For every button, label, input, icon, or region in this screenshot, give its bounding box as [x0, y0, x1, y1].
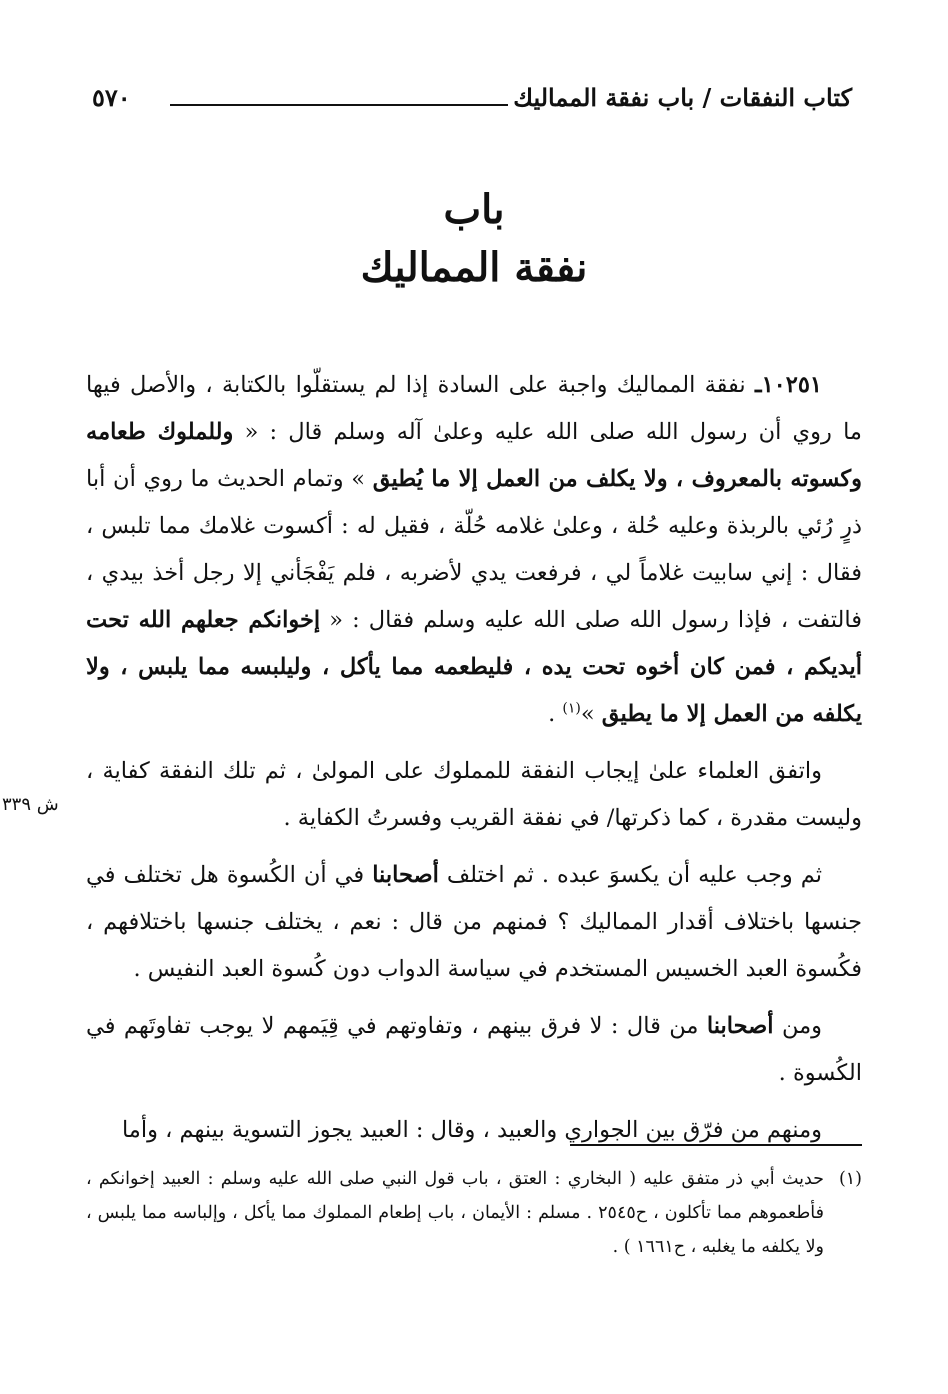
ashabuna-term: أصحابنا [372, 862, 439, 888]
paragraph-4-text-a: ومن [773, 1013, 822, 1039]
footnote-number: (١) [838, 1169, 862, 1189]
paragraph-1-text-b: » وتمام الحديث ما روي أن أبا ذرٍ رُئي بالربذة وعليه حُلة ، وعلىٰ غلامه حُلّة ، فقيل له : أكسوت غلامك مما تلبس ، فقال : إني سابيت غلاماً لي ، فرفعت يدي لأضربه ، فلم يَفْجَأني إلا رجل أخذ بيدي ، فالتفت ، فإذا رسول الله صلى الله عليه وسلم فقال : « [86, 466, 862, 633]
hadith-quote-1: وللملوك طعامه وكسوته بالمعروف ، ولا يكلف من العمل إلا ما يُطيق [86, 419, 862, 492]
margin-manuscript-note: ش ٣٣٩ [2, 794, 59, 815]
footnotes [86, 1162, 862, 1264]
footnote-separator [570, 1144, 862, 1146]
chapter-label: باب [443, 186, 505, 233]
paragraph-1-text-c: » [580, 701, 602, 727]
paragraph-4 [86, 1003, 862, 1097]
paragraph-1-text-d: . [548, 701, 563, 727]
paragraph-2: واتفق العلماء علىٰ إيجاب النفقة للمملوك على المولىٰ ، ثم تلك النفقة كفاية ، وليست مقدرة ، كما ذكرتها/ في نفقة القريب وفسرتُ الكفاية . [86, 758, 862, 831]
hadith-quote-2: إخوانكم جعلهم الله تحت أيديكم ، فمن كان أخوه تحت يده ، فليطعمه مما يأكل ، وليلبسه مما يلبس ، ولا يكلفه من العمل إلا ما يطيق [86, 607, 862, 727]
footnote-1 [86, 1162, 862, 1264]
footnote-reference[interactable]: (١) [562, 700, 581, 717]
running-header [92, 78, 852, 120]
main-text [86, 362, 862, 1164]
paragraph-3 [86, 852, 862, 993]
entry-number: ١٠٢٥١ـ [754, 372, 822, 398]
paragraph-4-text-b: من قال : لا فرق بينهم ، وتفاوتهم في قِيَمهم لا يوجب تفاوتَهم في الكُسوة . [86, 1013, 862, 1086]
page-number: ٥٧٠ [92, 83, 131, 112]
footnote-text: حديث أبي ذر متفق عليه ( البخاري : العتق ، باب قول النبي صلى الله عليه وسلم : العبيد إخوانكم ، فأطعموهم مما تأكلون ، ح٢٥٤٥ . مسلم : الأيمان ، باب إطعام المملوك مما يأكل ، وإلباسه مما يلبس ، ولا يكلفه ما يغلبه ، ح١٦٦١ ) . [86, 1169, 824, 1257]
ashabuna-term: أصحابنا [706, 1013, 774, 1039]
paragraph-3-text-b: في أن الكُسوة هل تختلف في جنسها باختلاف أقدار المماليك ؟ فمنهم من قال : نعم ، يختلف جنسها باختلافهم ، فكُسوة العبد الخسيس المستخدم في سياسة الدواب دون كُسوة العبد النفيس . [86, 862, 862, 982]
running-header-rule [170, 104, 508, 106]
paragraph-3-text-a: ثم وجب عليه أن يكسوَ عبده . ثم اختلف [438, 862, 822, 888]
paragraph-1 [86, 362, 862, 738]
chapter-title: نفقة المماليك [360, 244, 588, 291]
paragraph-5: ومنهم من فرّق بين الجواري والعبيد ، وقال : العبيد يجوز التسوية بينهم ، وأما [121, 1117, 822, 1143]
running-header-title: كتاب النفقات / باب نفقة المماليك [513, 83, 852, 112]
paragraph-1-text-a: نفقة المماليك واجبة على السادة إذا لم يستقلّوا بالكتابة ، والأصل فيها ما روي أن رسول الله صلى الله عليه وعلىٰ آله وسلم قال : « [86, 372, 862, 445]
